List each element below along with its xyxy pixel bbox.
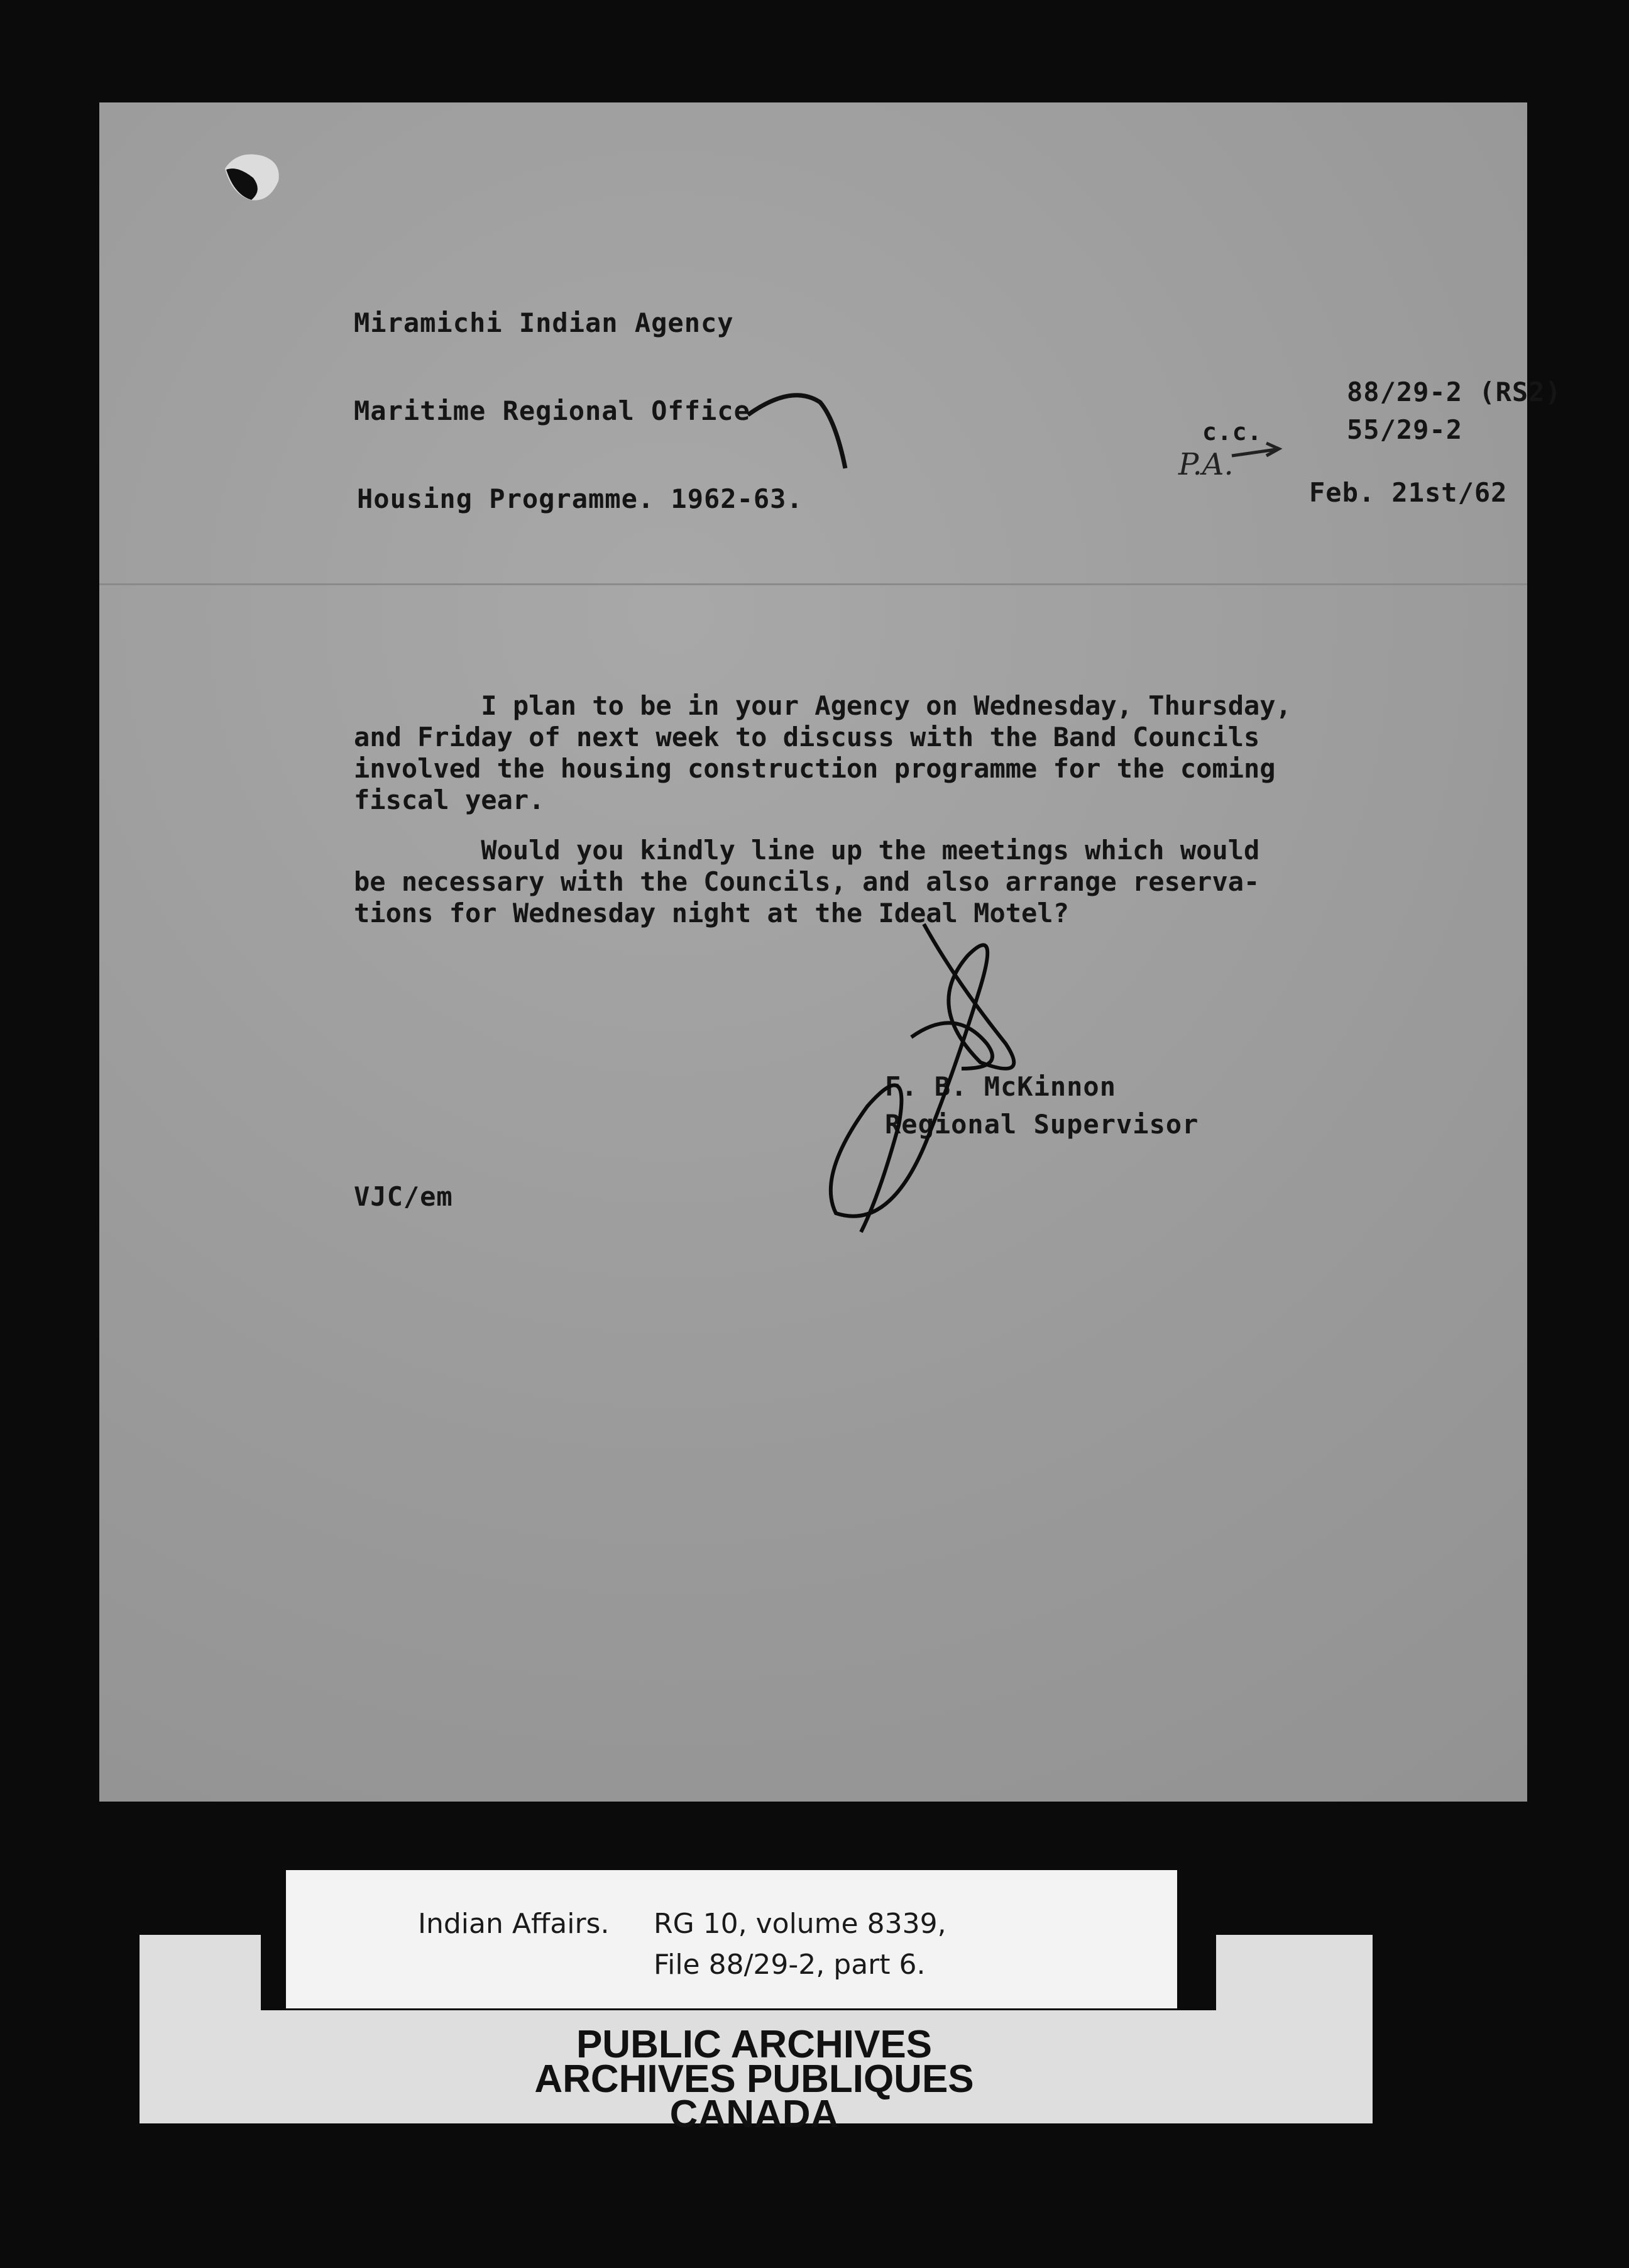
label-reference-1: RG 10, volume 8339, (654, 1908, 946, 1940)
recipient-line: Miramichi Indian Agency (354, 307, 734, 338)
body-line: I plan to be in your Agency on Wednesday, Thursday, (354, 690, 1292, 721)
label-reference-2: File 88/29-2, part 6. (654, 1949, 926, 1981)
subject-line: Housing Programme. 1962-63. (357, 483, 803, 514)
body-line: be necessary with the Councils, and also arrange reserva- (354, 866, 1260, 897)
body-line: Would you kindly line up the meetings which would (354, 835, 1260, 866)
cc-label: c.c. (1202, 418, 1263, 446)
stamp-line-1: PUBLIC ARCHIVES (576, 2023, 933, 2066)
arrow-icon (1232, 443, 1279, 456)
body-line: involved the housing construction programme for the coming (354, 753, 1276, 784)
stamp-line-3: CANADA (669, 2093, 839, 2136)
signatory-title: Regional Supervisor (885, 1109, 1199, 1140)
label-collection: Indian Affairs. (418, 1908, 610, 1940)
body-line: fiscal year. (354, 784, 545, 815)
signature-scrawl (831, 924, 1014, 1232)
signatory-name: F. B. McKinnon (885, 1071, 1117, 1102)
stamp-line-2: ARCHIVES PUBLIQUES (534, 2057, 974, 2101)
handwritten-note: P.A. (1178, 447, 1234, 482)
document-date: Feb. 21st/62 (1309, 477, 1508, 508)
check-mark-icon (748, 395, 845, 468)
sender-line: Maritime Regional Office (354, 395, 750, 426)
typist-initials: VJC/em (354, 1181, 453, 1212)
cc-reference: 55/29-2 (1347, 414, 1463, 445)
file-reference: 88/29-2 (RS2) (1347, 377, 1562, 407)
body-line: and Friday of next week to discuss with the Band Councils (354, 722, 1260, 752)
body-line: tions for Wednesday night at the Ideal Motel? (354, 898, 1069, 928)
